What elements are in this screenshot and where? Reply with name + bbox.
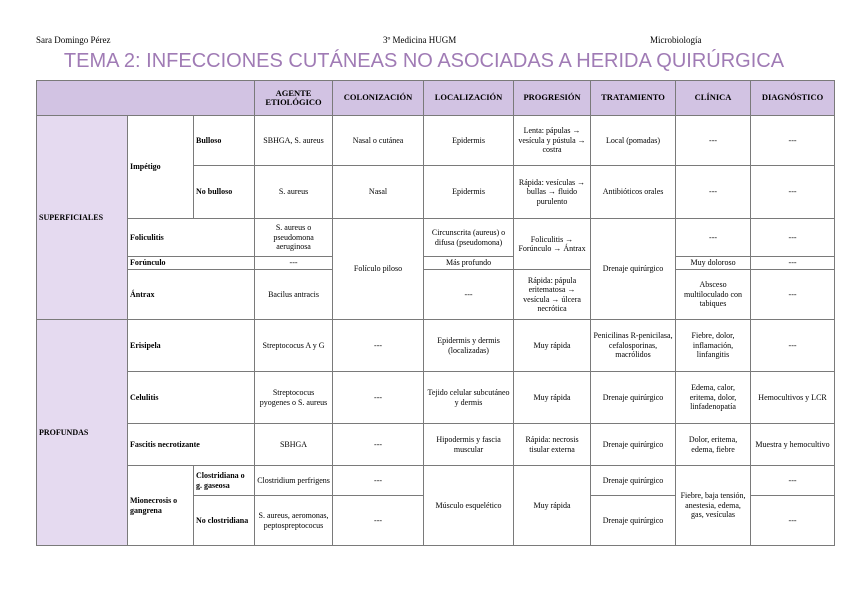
cell-localizacion: Tejido celular subcutáneo y dermis bbox=[424, 372, 514, 424]
group-superficiales: SUPERFICIALES bbox=[37, 116, 128, 320]
subtype-no-clostridiana: No clostridiana bbox=[194, 496, 255, 546]
table-row bbox=[37, 466, 835, 496]
cell-diagnostico: --- bbox=[751, 116, 835, 166]
cell-progresion: Lenta: pápulas → vesícula y pústula → costra bbox=[514, 116, 591, 166]
subtype-no-bulloso: No bulloso bbox=[194, 166, 255, 219]
cell-clinica: Muy doloroso bbox=[676, 257, 751, 270]
cell-progresion-shared: Foliculitis → Forúnculo → Ántrax bbox=[514, 219, 591, 270]
cell-clinica: --- bbox=[676, 116, 751, 166]
cell-localizacion-mionecrosis: Músculo esquelético bbox=[424, 466, 514, 546]
cell-tratamiento: Local (pomadas) bbox=[591, 116, 676, 166]
subtype-bulloso: Bulloso bbox=[194, 116, 255, 166]
disease-mionecrosis: Mionecrosis o gangrena bbox=[128, 466, 194, 546]
cell-tratamiento: Antibióticos orales bbox=[591, 166, 676, 219]
cell-diagnostico: --- bbox=[751, 320, 835, 372]
page-title: TEMA 2: INFECCIONES CUTÁNEAS NO ASOCIADAS A HERIDA QUIRÚRGICA bbox=[63, 50, 785, 72]
disease-fascitis: Fascitis necrotizante bbox=[128, 424, 255, 466]
infections-table bbox=[36, 80, 835, 546]
cell-diagnostico: --- bbox=[751, 166, 835, 219]
cell-colonizacion: Nasal bbox=[333, 166, 424, 219]
col-header-agente: AGENTE ETIOLÓGICO bbox=[255, 81, 333, 116]
disease-antrax: Ántrax bbox=[128, 270, 255, 320]
cell-localizacion: Hipodermis y fascia muscular bbox=[424, 424, 514, 466]
cell-localizacion: Circunscrita (aureus) o difusa (pseudomona) bbox=[424, 219, 514, 257]
cell-localizacion: Epidermis y dermis (localizadas) bbox=[424, 320, 514, 372]
cell-localizacion: --- bbox=[424, 270, 514, 320]
header-empty-cell bbox=[37, 81, 255, 116]
subtype-clostridiana: Clostridiana o g. gaseosa bbox=[194, 466, 255, 496]
header-subject: Microbiología bbox=[650, 35, 702, 45]
cell-tratamiento: Drenaje quirúrgico bbox=[591, 496, 676, 546]
disease-impetigo: Impétigo bbox=[128, 116, 194, 219]
cell-colonizacion: --- bbox=[333, 372, 424, 424]
disease-erisipela: Erisipela bbox=[128, 320, 255, 372]
disease-forunculo: Forúnculo bbox=[128, 257, 255, 270]
header-author: Sara Domingo Pérez bbox=[36, 35, 111, 45]
cell-diagnostico: --- bbox=[751, 270, 835, 320]
cell-diagnostico: Muestra y hemocultivo bbox=[751, 424, 835, 466]
col-header-progresion: PROGRESIÓN bbox=[514, 81, 591, 116]
cell-progresion-mionecrosis: Muy rápida bbox=[514, 466, 591, 546]
cell-colonizacion: --- bbox=[333, 466, 424, 496]
cell-progresion: Rápida: pápula eritematosa → vesícula → úlcera necrótica bbox=[514, 270, 591, 320]
cell-localizacion: Más profundo bbox=[424, 257, 514, 270]
header-row bbox=[37, 81, 835, 116]
cell-clinica: Edema, calor, eritema, dolor, linfadenopatía bbox=[676, 372, 751, 424]
cell-agente: S. aureus o pseudomona aeruginosa bbox=[255, 219, 333, 257]
cell-diagnostico: --- bbox=[751, 257, 835, 270]
cell-colonizacion: Nasal o cutánea bbox=[333, 116, 424, 166]
cell-diagnostico: --- bbox=[751, 496, 835, 546]
cell-agente: S. aureus bbox=[255, 166, 333, 219]
disease-foliculitis: Foliculitis bbox=[128, 219, 255, 257]
col-header-colonizacion: COLONIZACIÓN bbox=[333, 81, 424, 116]
cell-agente: Streptococus pyogenes o S. aureus bbox=[255, 372, 333, 424]
table-row bbox=[37, 219, 835, 245]
disease-celulitis: Celulitis bbox=[128, 372, 255, 424]
table-row bbox=[37, 320, 835, 372]
cell-diagnostico: --- bbox=[751, 219, 835, 257]
cell-localizacion: Epidermis bbox=[424, 116, 514, 166]
table-row bbox=[37, 116, 835, 166]
cell-progresion: Muy rápida bbox=[514, 372, 591, 424]
table-row bbox=[37, 257, 835, 270]
cell-clinica: Dolor, eritema, edema, fiebre bbox=[676, 424, 751, 466]
header-course: 3º Medicina HUGM bbox=[383, 35, 457, 45]
cell-diagnostico: Hemocultivos y LCR bbox=[751, 372, 835, 424]
table-row bbox=[37, 372, 835, 424]
cell-tratamiento: Drenaje quirúrgico bbox=[591, 424, 676, 466]
cell-agente: S. aureus, aeromonas, peptospreptococus bbox=[255, 496, 333, 546]
cell-agente: SBHGA, S. aureus bbox=[255, 116, 333, 166]
cell-colonizacion: --- bbox=[333, 496, 424, 546]
cell-agente: Bacilus antracis bbox=[255, 270, 333, 320]
cell-tratamiento: Drenaje quirúrgico bbox=[591, 372, 676, 424]
cell-clinica: --- bbox=[676, 166, 751, 219]
cell-diagnostico: --- bbox=[751, 466, 835, 496]
cell-clinica-mionecrosis: Fiebre, baja tensión, anestesia, edema, gas, vesículas bbox=[676, 466, 751, 546]
cell-colonizacion-foliculo: Folículo piloso bbox=[333, 219, 424, 320]
table-row bbox=[37, 270, 835, 320]
cell-agente: Streptococus A y G bbox=[255, 320, 333, 372]
cell-progresion: Rápida: necrosis tisular externa bbox=[514, 424, 591, 466]
col-header-diagnostico: DIAGNÓSTICO bbox=[751, 81, 835, 116]
cell-clinica: Fiebre, dolor, inflamación, linfangitis bbox=[676, 320, 751, 372]
cell-progresion: Rápida: vesículas → bullas → fluido purulento bbox=[514, 166, 591, 219]
col-header-clinica: CLÍNICA bbox=[676, 81, 751, 116]
cell-localizacion: Epidermis bbox=[424, 166, 514, 219]
col-header-tratamiento: TRATAMIENTO bbox=[591, 81, 676, 116]
col-header-localizacion: LOCALIZACIÓN bbox=[424, 81, 514, 116]
cell-clinica: Absceso multiloculado con tabiques bbox=[676, 270, 751, 320]
cell-colonizacion: --- bbox=[333, 424, 424, 466]
cell-tratamiento-drenaje: Drenaje quirúrgico bbox=[591, 219, 676, 320]
cell-clinica: --- bbox=[676, 219, 751, 257]
cell-tratamiento: Penicilinas R-penicilasa, cefalosporinas, macrólidos bbox=[591, 320, 676, 372]
cell-colonizacion: --- bbox=[333, 320, 424, 372]
cell-agente: --- bbox=[255, 257, 333, 270]
cell-agente: Clostridium perfrigens bbox=[255, 466, 333, 496]
cell-agente: SBHGA bbox=[255, 424, 333, 466]
cell-tratamiento: Drenaje quirúrgico bbox=[591, 466, 676, 496]
table-row bbox=[37, 424, 835, 466]
cell-progresion: Muy rápida bbox=[514, 320, 591, 372]
group-profundas: PROFUNDAS bbox=[37, 320, 128, 546]
